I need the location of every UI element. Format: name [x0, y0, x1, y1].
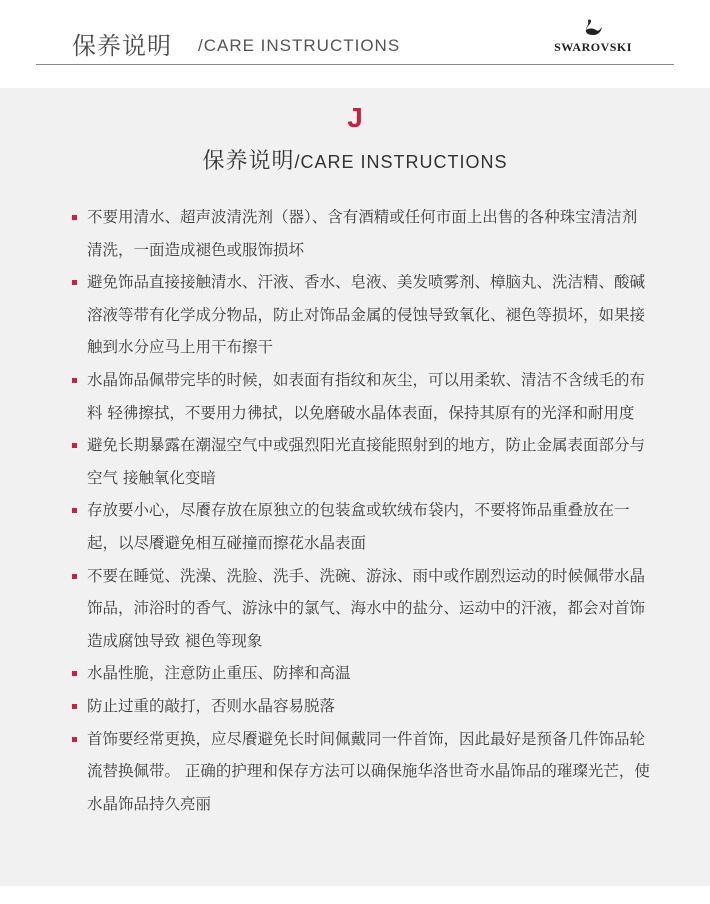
brand-name: SWAROVSKI	[554, 40, 632, 54]
header-title-en: /CARE INSTRUCTIONS	[198, 36, 401, 55]
instruction-text: 不要在睡觉、洗澡、洗脸、洗手、洗碗、游泳、雨中或作剧烈运动的时候佩带水晶饰品，沛浴时的香气、游泳中的氯气、海水中的盐分、运动中的汗液，都会对首饰造成腐蚀导致 褪色等现象	[87, 566, 646, 650]
instruction-text: 存放要小心，尽餍存放在原独立的包装盒或软绒布袋内，不要将饰品重叠放在一起，以尽餍避免相互碰撞而擦花水晶表面	[87, 501, 630, 552]
bullet-icon	[72, 378, 77, 383]
list-item	[72, 560, 652, 658]
bullet-icon	[72, 508, 77, 513]
list-item	[72, 657, 652, 690]
header-divider	[36, 64, 674, 65]
bullet-icon	[72, 671, 77, 676]
bullet-icon	[72, 280, 77, 285]
list-item	[72, 266, 652, 364]
instruction-text: 不要用清水、超声波清洗剂（器）、含有酒精或任何市面上出售的各种珠宝清洁剂清洗，一面造成褪色或服饰损坏	[87, 208, 638, 259]
section-letter: J	[347, 102, 363, 133]
list-item	[72, 690, 652, 723]
swan-icon	[582, 18, 604, 38]
list-item	[72, 201, 652, 266]
section-title-en: /CARE INSTRUCTIONS	[294, 152, 508, 172]
bullet-icon	[72, 215, 77, 220]
list-item	[72, 494, 652, 559]
header-title-cn: 保养说明	[72, 32, 172, 60]
list-item	[72, 723, 652, 821]
section-title-cn: 保养说明	[202, 149, 295, 174]
instruction-text: 首饰要经常更换，应尽餍避免长时间佩戴同一件首饰，因此最好是预备几件饰品轮流替换佩带。 正确的护理和保存方法可以确保施华洛世奇水晶饰品的璀璨光芒，使水晶饰品持久亮丽	[87, 729, 650, 813]
brand-logo	[548, 18, 638, 58]
list-item	[72, 429, 652, 494]
list-item	[72, 364, 652, 429]
instruction-text: 避免长期暴露在潮湿空气中或强烈阳光直接能照射到的地方，防止金属表面部分与空气 接触氧化变暗	[87, 436, 646, 487]
instruction-text: 防止过重的敲打，否则水晶容易脱落	[87, 696, 336, 715]
bullet-icon	[72, 704, 77, 709]
care-panel	[0, 88, 710, 886]
instruction-text: 水晶性脆，注意防止重压、防摔和高温	[87, 664, 351, 683]
bullet-icon	[72, 574, 77, 579]
page-header	[0, 0, 710, 88]
section-title	[0, 144, 710, 175]
bullet-icon	[72, 737, 77, 742]
bullet-icon	[72, 443, 77, 448]
instruction-text: 水晶饰品佩带完毕的时候，如表面有指纹和灰尘，可以用柔软、清洁不含绒毛的布料 轻彿擦拭，不要用力彿拭，以免磨破水晶体表面，保持其原有的光泽和耐用度	[87, 370, 646, 422]
instruction-text: 避免饰品直接接触清水、汗液、香水、皂液、美发喷雾剂、樟脑丸、洗洁精、酸碱溶液等带有化学成分物品，防止对饰品金属的侵蚀导致氧化、褪色等损坏，如果接触到水分应马上用干布擦干	[87, 273, 646, 357]
instruction-list	[72, 201, 652, 820]
